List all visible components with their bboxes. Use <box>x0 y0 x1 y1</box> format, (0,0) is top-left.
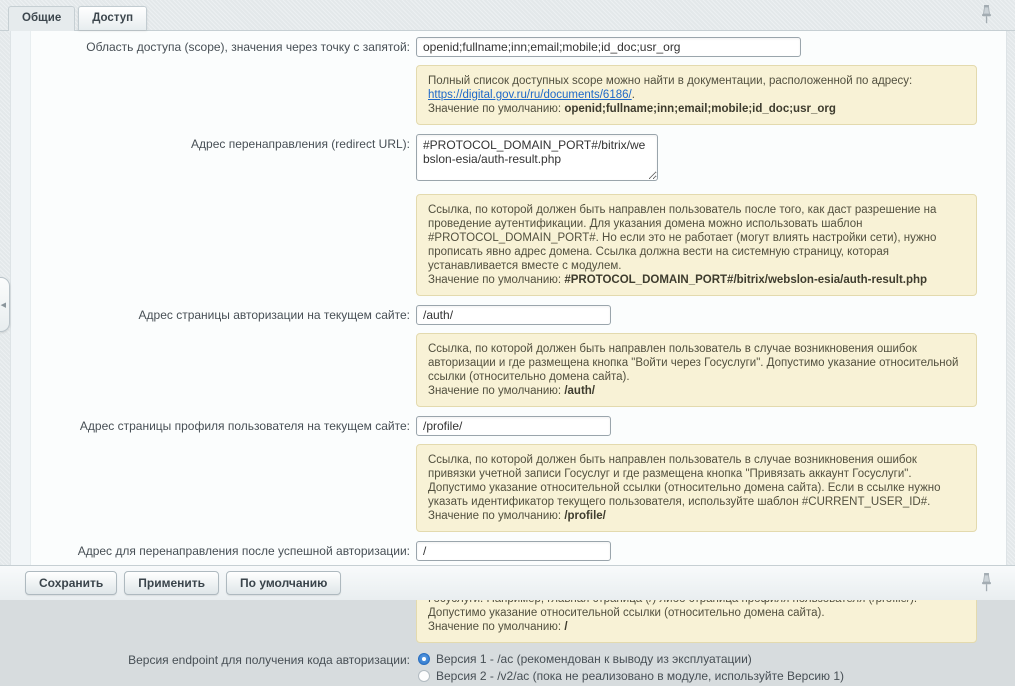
field-row-scope <box>32 37 980 125</box>
default-value: / <box>564 621 568 633</box>
radio-selected-icon[interactable] <box>418 653 430 665</box>
radio-unselected-icon[interactable] <box>418 670 430 682</box>
field-label: Адрес для перенаправления после успешной авторизации: <box>77 544 410 558</box>
hint-default-line <box>428 620 965 634</box>
field-label: Версия endpoint для получения кода авторизации: <box>128 653 410 667</box>
default-value: /profile/ <box>564 510 606 522</box>
radio-label: Версия 1 - /ac (рекомендован к выводу из эксплуатации) <box>436 652 752 666</box>
field-label: Адрес страницы профиля пользователя на текущем сайте: <box>79 419 410 433</box>
hint-box-redirect-url <box>416 194 977 296</box>
hint-box-scope <box>416 65 977 125</box>
radio-version-1[interactable] <box>416 652 980 667</box>
documentation-link[interactable]: https://digital.gov.ru/ru/documents/6186/ <box>428 89 632 101</box>
field-row-auth-page <box>32 305 980 407</box>
hint-text: . <box>631 89 635 101</box>
auth-page-input[interactable] <box>416 305 611 325</box>
field-row-redirect-url <box>32 134 980 296</box>
field-label: Адрес страницы авторизации на текущем сайте: <box>138 308 410 322</box>
hint-box-profile-page <box>416 444 977 532</box>
hint-text: Допустимо указание относительной ссылки (относительно домена сайта). <box>428 607 825 619</box>
redirect-url-textarea[interactable] <box>416 134 658 181</box>
radio-version-2[interactable] <box>416 669 980 684</box>
default-label: Значение по умолчанию: <box>428 103 562 115</box>
hint-text: Полный список доступных scope можно найти в документации, расположенной по адресу: <box>428 75 913 87</box>
hint-text: Ссылка, по которой должен быть направлен пользователь после того, как даст разрешение на проведение аутентификации. Для указания домена можно использовать шаблон #PROTOCOL_DOMAIN_PORT#. Но если это не работает (могут влиять настройки сети), нужно прописать явно адрес домена. Ссылка должна вести на системную страницу, которая устанавливается вместе с модулем. <box>428 204 937 272</box>
default-label: Значение по умолчанию: <box>428 510 562 522</box>
default-value: /auth/ <box>564 385 595 397</box>
panel-left-gutter <box>11 31 31 566</box>
success-redirect-input[interactable] <box>416 541 611 561</box>
tab-bar <box>0 0 1015 31</box>
pin-icon[interactable] <box>980 573 993 592</box>
sidebar-collapse-handle[interactable] <box>0 277 10 332</box>
profile-page-input[interactable] <box>416 416 611 436</box>
field-row-endpoint-version <box>32 652 980 686</box>
default-button[interactable]: По умолчанию <box>226 571 341 595</box>
field-row-profile-page <box>32 416 980 532</box>
default-value: openid;fullname;inn;email;mobile;id_doc;usr_org <box>564 103 836 115</box>
field-label: Область доступа (scope), значения через точку с запятой: <box>86 40 410 54</box>
scope-input[interactable] <box>416 37 801 57</box>
hint-text: Ссылка, по которой должен быть направлен пользователь в случае возникновения ошибок авторизации и где размещена кнопка "Войти через Госуслуги". Допустимо указание относительной ссылки (относительно домена сайта). <box>428 343 959 383</box>
tab-access[interactable]: Доступ <box>78 6 147 30</box>
tab-general[interactable]: Общие <box>8 6 75 31</box>
hint-box-auth-page <box>416 333 977 407</box>
action-bar <box>0 565 1015 600</box>
hint-default-line <box>428 509 965 523</box>
default-label: Значение по умолчанию: <box>428 274 562 286</box>
hint-default-line <box>428 102 965 116</box>
default-label: Значение по умолчанию: <box>428 385 562 397</box>
default-label: Значение по умолчанию: <box>428 621 562 633</box>
hint-default-line <box>428 384 965 398</box>
save-button[interactable]: Сохранить <box>25 571 117 595</box>
default-value: #PROTOCOL_DOMAIN_PORT#/bitrix/webslon-esia/auth-result.php <box>564 274 928 286</box>
hint-default-line <box>428 273 965 287</box>
pin-icon[interactable] <box>980 5 993 24</box>
radio-label: Версия 2 - /v2/ac (пока не реализовано в модуле, используйте Версию 1) <box>436 669 845 683</box>
apply-button[interactable]: Применить <box>124 571 219 595</box>
hint-text: Ссылка, по которой должен быть направлен пользователь в случае возникновения ошибок привязки учетной записи Госуслуг и где размещена кнопка "Привязать аккаунт Госуслуги". Допустимо указание относительной ссылки (относительно домена сайта). Если в ссылке нужно указать идентификатор текущего пользователя, используйте шаблон #CURRENT_USER_ID#. <box>428 454 941 508</box>
chevron-left-icon: ◀ <box>0 302 6 309</box>
field-label: Адрес перенаправления (redirect URL): <box>191 137 410 151</box>
tabs <box>8 6 150 30</box>
